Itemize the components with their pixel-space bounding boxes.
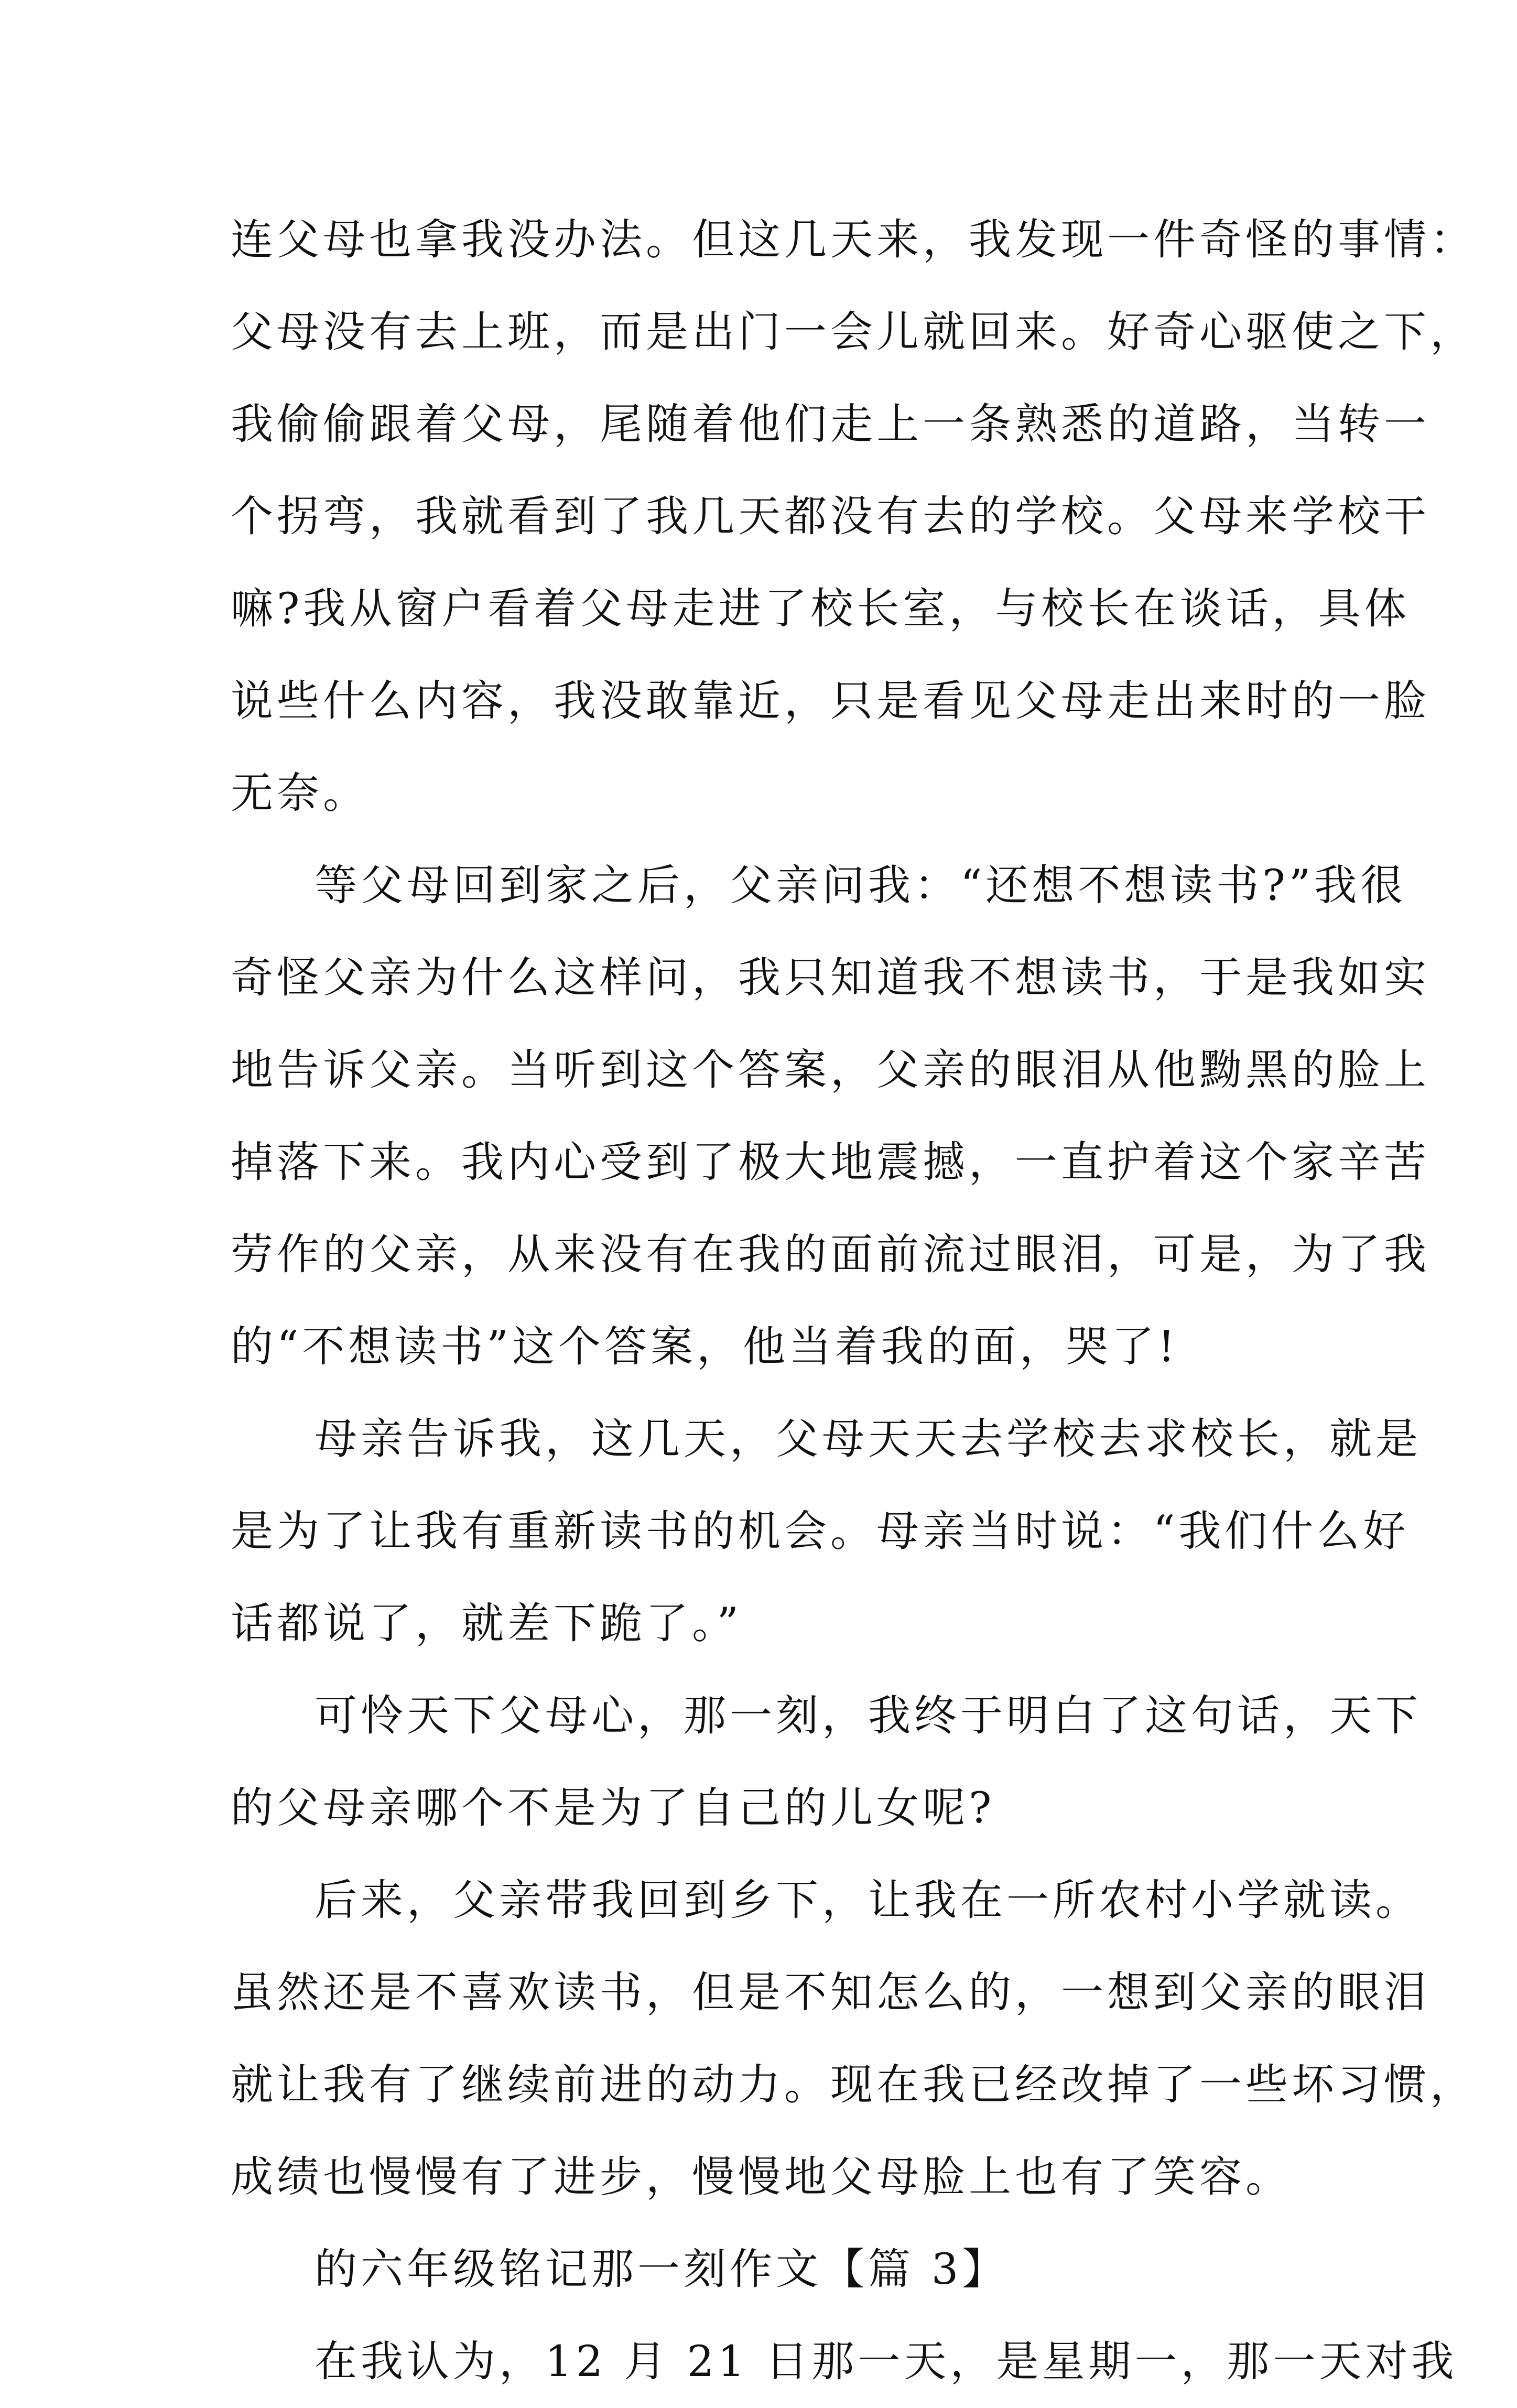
text-line: 奇怪父亲为什么这样问，我只知道我不想读书，于是我如实 xyxy=(231,953,1431,1003)
text-line: 嘛?我从窗户看着父母走进了校长室，与校长在谈话，具体 xyxy=(231,584,1411,634)
text-line: 后来，父亲带我回到乡下，让我在一所农村小学就读。 xyxy=(315,1876,1422,1925)
text-line: 在我认为，12 月 21 日那一天，是星期一，那一天对我 xyxy=(315,2337,1458,2387)
text-line: 的“不想读书”这个答案，他当着我的面，哭了! xyxy=(231,1322,1179,1372)
text-line: 可怜天下父母心，那一刻，我终于明白了这句话，天下 xyxy=(315,1691,1422,1741)
text-line: 是为了让我有重新读书的机会。母亲当时说：“我们什么好 xyxy=(231,1507,1410,1556)
text-line: 话都说了，就差下跪了。” xyxy=(231,1599,742,1648)
text-line: 劳作的父亲，从来没有在我的面前流过眼泪，可是，为了我 xyxy=(231,1230,1431,1279)
text-line: 就让我有了继续前进的动力。现在我已经改掉了一些坏习惯， xyxy=(231,2060,1477,2110)
text-line: 母亲告诉我，这几天，父母天天去学校去求校长，就是 xyxy=(315,1415,1422,1464)
text-line: 等父母回到家之后，父亲问我：“还想不想读书?”我很 xyxy=(315,861,1407,910)
text-line: 个拐弯，我就看到了我几天都没有去的学校。父母来学校干 xyxy=(231,492,1431,541)
text-line: 父母没有去上班，而是出门一会儿就回来。好奇心驱使之下， xyxy=(231,308,1477,357)
text-line: 无奈。 xyxy=(231,769,370,818)
text-line: 我偷偷跟着父母，尾随着他们走上一条熟悉的道路，当转一 xyxy=(231,400,1431,449)
text-line: 连父母也拿我没办法。但这几天来，我发现一件奇怪的事情： xyxy=(231,215,1477,265)
text-line: 地告诉父亲。当听到这个答案，父亲的眼泪从他黝黑的脸上 xyxy=(231,1046,1431,1095)
text-line: 的六年级铭记那一刻作文【篇 3】 xyxy=(315,2245,1009,2294)
essay-body xyxy=(231,194,1477,2408)
text-line: 虽然还是不喜欢读书，但是不知怎么的，一想到父亲的眼泪 xyxy=(231,1968,1431,2017)
text-line: 掉落下来。我内心受到了极大地震撼，一直护着这个家辛苦 xyxy=(231,1138,1431,1187)
text-line: 成绩也慢慢有了进步，慢慢地父母脸上也有了笑容。 xyxy=(231,2153,1292,2202)
text-line: 的父母亲哪个不是为了自己的儿女呢? xyxy=(231,1784,995,1833)
text-line: 说些什么内容，我没敢靠近，只是看见父母走出来时的一脸 xyxy=(231,677,1431,726)
